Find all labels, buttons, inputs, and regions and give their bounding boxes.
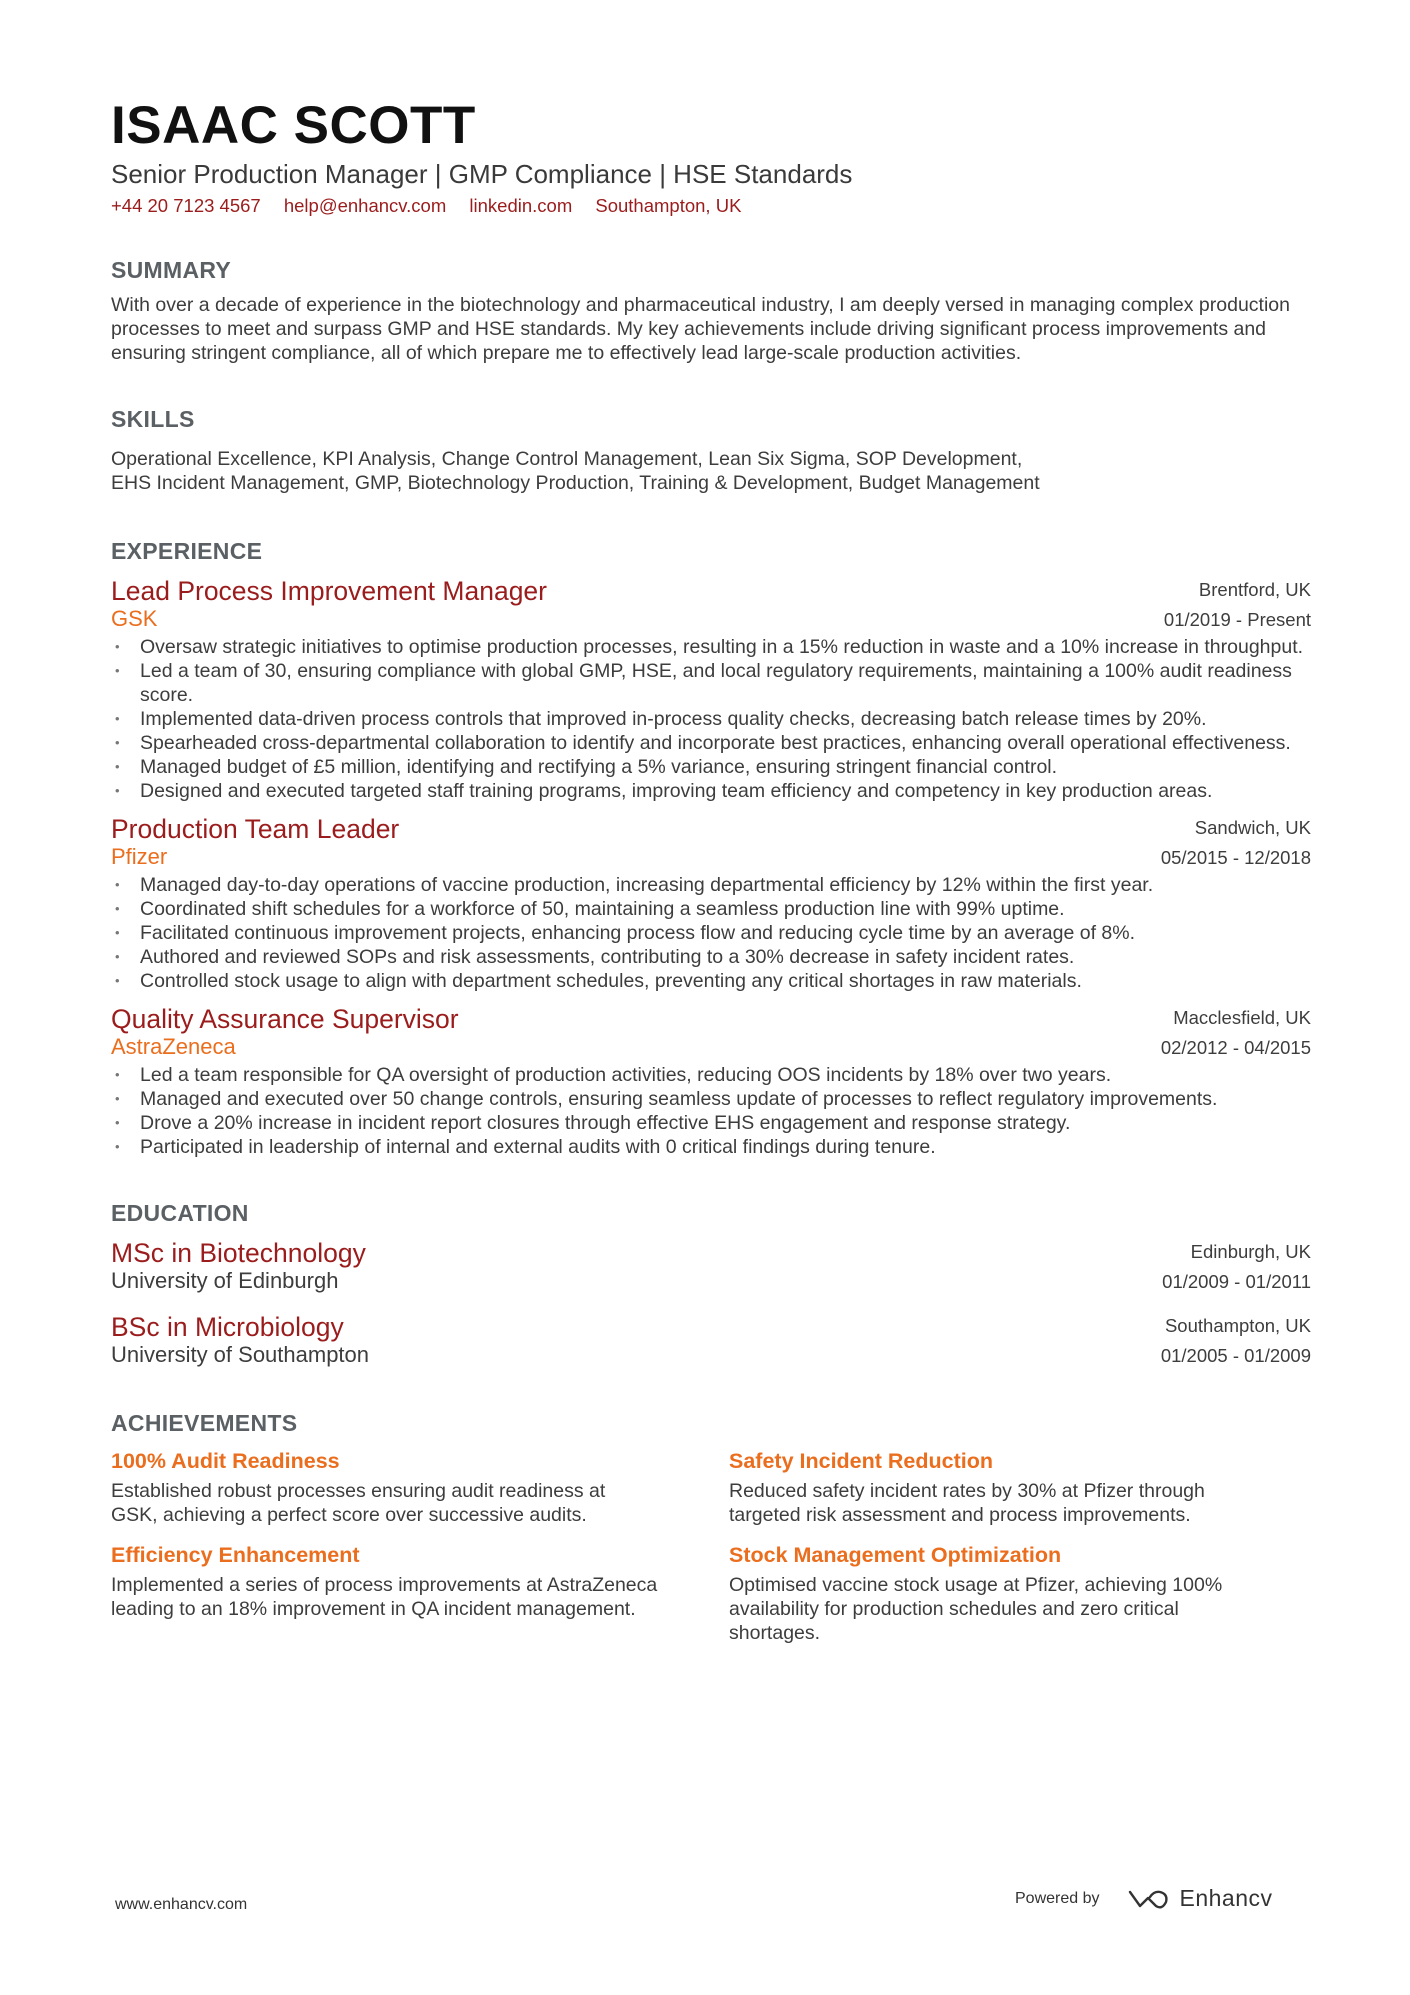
skill-item: Operational Excellence, (111, 448, 317, 470)
achievements-grid (111, 1447, 1311, 1645)
job-location: Sandwich, UK (1194, 817, 1311, 838)
job-dates: 01/2019 - Present (1163, 609, 1311, 630)
skill-item: GMP, (354, 472, 403, 494)
education-dates: 01/2009 - 01/2011 (1162, 1271, 1311, 1292)
experience-section (111, 537, 1311, 1159)
skill-item: Lean Six Sigma, (708, 448, 851, 470)
bullet-item: • Facilitated continuous improvement projects, enhancing process flow and reducing cycle time by an average of 8%. (111, 921, 1311, 945)
education-dates: 01/2005 - 01/2009 (1160, 1345, 1311, 1366)
job-company: AstraZeneca (111, 1034, 236, 1059)
skill-item: Biotechnology Production, (407, 472, 635, 494)
contact-info (111, 194, 1311, 218)
skill-item: KPI Analysis, (322, 448, 437, 470)
achievement-title: Efficiency Enhancement (111, 1543, 360, 1567)
skills-section (111, 405, 1311, 495)
job-title: Production Team Leader (111, 814, 400, 844)
achievement-text: Established robust processes ensuring audit readiness at GSK, achieving a perfect score over successive audits. (111, 1480, 606, 1526)
bullet-item: • Controlled stock usage to align with department schedules, preventing any critical shortages in raw materials. (111, 969, 1311, 993)
enhancv-logo-icon (1126, 1886, 1170, 1912)
enhancv-logo[interactable] (1126, 1885, 1273, 1912)
footer-branding (1015, 1885, 1273, 1912)
achievement-item (729, 1541, 1311, 1645)
bullet-item: • Led a team of 30, ensuring compliance with global GMP, HSE, and local regulatory requirements, maintaining a 100% audit readiness score. (111, 659, 1311, 707)
school: University of Edinburgh (111, 1268, 339, 1293)
resume-header (111, 96, 1311, 218)
bullet-item: • Implemented data-driven process controls that improved in-process quality checks, decreasing batch release times by 20%. (111, 707, 1311, 731)
job-bullets (111, 873, 1311, 993)
bullet-item: • Managed day-to-day operations of vaccine production, increasing departmental efficiency by 12% within the first year. (111, 873, 1311, 897)
bullet-item: • Oversaw strategic initiatives to optimise production processes, resulting in a 15% reduction in waste and a 10% increase in throughput. (111, 635, 1311, 659)
linkedin-link[interactable]: linkedin.com (469, 195, 573, 216)
education-location: Edinburgh, UK (1190, 1241, 1311, 1262)
job-meta (1164, 575, 1311, 635)
footer-website-link[interactable]: www.enhancv.com (115, 1896, 248, 1913)
job-title: Lead Process Improvement Manager (111, 576, 547, 606)
job-entry (111, 575, 1311, 803)
degree: MSc in Biotechnology (111, 1238, 366, 1268)
education-location: Southampton, UK (1164, 1315, 1311, 1336)
achievement-title: 100% Audit Readiness (111, 1449, 340, 1473)
education-entry (111, 1311, 1311, 1369)
skill-item: EHS Incident Management, (111, 472, 350, 494)
job-company: GSK (111, 606, 158, 631)
job-company: Pfizer (111, 844, 168, 869)
skills-list (111, 447, 1111, 495)
bullet-item: • Participated in leadership of internal and external audits with 0 critical findings during tenure. (111, 1135, 1311, 1159)
school: University of Southampton (111, 1342, 370, 1367)
summary-text: With over a decade of experience in the biotechnology and pharmaceutical industry, I am deeply versed in managing complex production processes to meet and surpass GMP and HSE standards. My key achievements include driving significant process improvements and ensuring stringent compliance, all of which prepare me to effectively lead large-scale production activities. (111, 294, 1290, 364)
job-dates: 05/2015 - 12/2018 (1160, 847, 1311, 868)
skill-item: SOP Development, (855, 448, 1023, 470)
achievements-section (111, 1409, 1311, 1645)
bullet-item: • Led a team responsible for QA oversight of production activities, reducing OOS incidents by 18% over two years. (111, 1063, 1311, 1087)
job-location: Macclesfield, UK (1173, 1007, 1311, 1028)
job-bullets (111, 635, 1311, 803)
education-meta (1161, 1311, 1311, 1371)
achievement-item (729, 1447, 1311, 1527)
summary-title: SUMMARY (111, 257, 232, 283)
headline: Senior Production Manager | GMP Compliance | HSE Standards (111, 159, 853, 189)
degree: BSc in Microbiology (111, 1312, 344, 1342)
bullet-item: • Designed and executed targeted staff training programs, improving team efficiency and competency in key production areas. (111, 779, 1311, 803)
summary-section (111, 256, 1311, 365)
email-link[interactable]: help@enhancv.com (283, 195, 447, 216)
job-entry (111, 813, 1311, 993)
achievement-item (111, 1447, 729, 1527)
education-meta (1162, 1237, 1311, 1297)
bullet-item: • Drove a 20% increase in incident report closures through effective EHS engagement and response strategy. (111, 1111, 1311, 1135)
achievements-title: ACHIEVEMENTS (111, 1410, 298, 1436)
job-location: Brentford, UK (1198, 579, 1311, 600)
skills-title: SKILLS (111, 406, 195, 432)
education-entry (111, 1237, 1311, 1295)
resume-content (111, 96, 1311, 1645)
enhancv-logo-text: Enhancv (1179, 1885, 1273, 1911)
achievement-text: Reduced safety incident rates by 30% at Pfizer through targeted risk assessment and process improvements. (729, 1480, 1205, 1526)
job-entry (111, 1003, 1311, 1159)
experience-title: EXPERIENCE (111, 538, 263, 564)
bullet-item: • Authored and reviewed SOPs and risk assessments, contributing to a 30% decrease in safety incident rates. (111, 945, 1311, 969)
job-title: Quality Assurance Supervisor (111, 1004, 459, 1034)
skill-item: Change Control Management, (441, 448, 703, 470)
bullet-item: • Managed budget of £5 million, identifying and rectifying a 5% variance, ensuring stringent financial control. (111, 755, 1311, 779)
job-dates: 02/2012 - 04/2015 (1160, 1037, 1311, 1058)
achievement-title: Safety Incident Reduction (729, 1449, 994, 1473)
achievement-title: Stock Management Optimization (729, 1543, 1062, 1567)
achievement-text: Implemented a series of process improvements at AstraZeneca leading to an 18% improvement in QA incident management. (111, 1574, 658, 1620)
job-bullets (111, 1063, 1311, 1159)
candidate-name: ISAAC SCOTT (111, 96, 476, 155)
bullet-item: • Managed and executed over 50 change controls, ensuring seamless update of processes to reflect regulatory improvements. (111, 1087, 1311, 1111)
job-meta (1161, 813, 1311, 873)
bullet-item: • Spearheaded cross-departmental collaboration to identify and incorporate best practices, enhancing overall operational effectiveness. (111, 731, 1311, 755)
powered-by-label: Powered by (1015, 1889, 1100, 1907)
bullet-item: • Coordinated shift schedules for a workforce of 50, maintaining a seamless production line with 99% uptime. (111, 897, 1311, 921)
skill-item: Budget Management (858, 472, 1040, 494)
education-title: EDUCATION (111, 1200, 249, 1226)
skill-item: Training & Development, (639, 472, 854, 494)
education-section (111, 1199, 1311, 1369)
job-meta (1161, 1003, 1311, 1063)
achievement-text: Optimised vaccine stock usage at Pfizer, achieving 100% availability for production schedules and zero critical shortages. (729, 1574, 1223, 1644)
phone: +44 20 7123 4567 (111, 195, 261, 216)
location: Southampton, UK (595, 195, 742, 216)
achievement-item (111, 1541, 729, 1645)
